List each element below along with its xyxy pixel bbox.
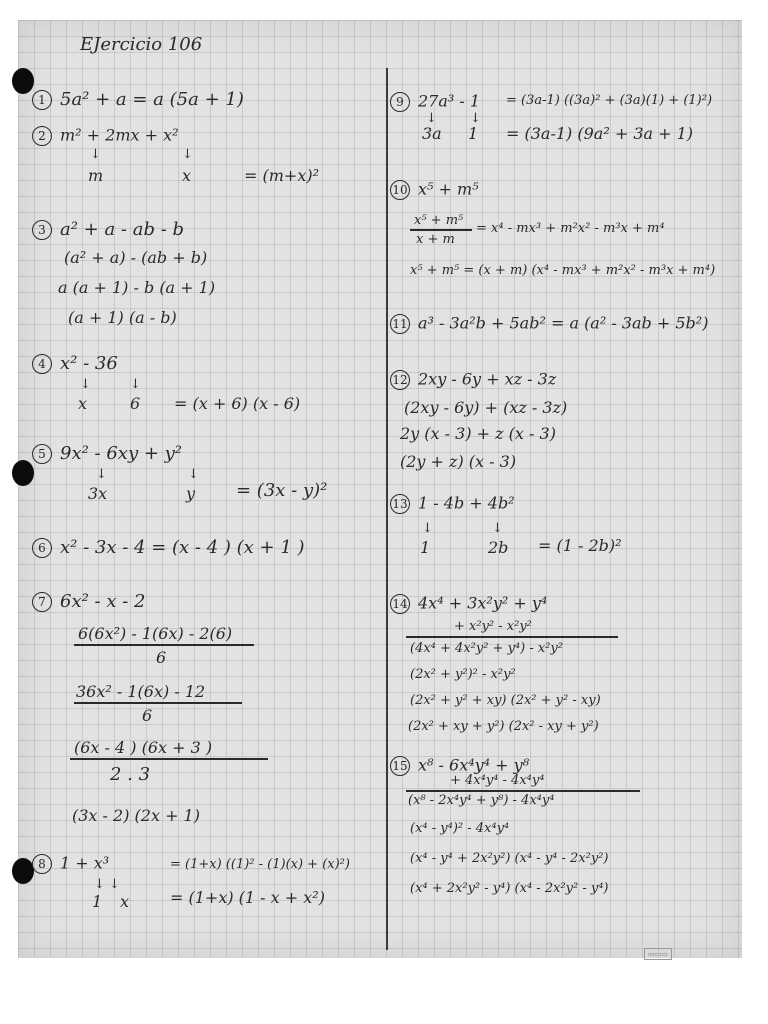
result: = (m+x)² [244,166,319,185]
result: = (1 - 2b)² [538,536,622,555]
factor: 1 [420,538,431,557]
exercise-11: 11 a³ - 3a²b + 5ab² = a (a² - 3ab + 5b²) [390,314,708,334]
arrow: ↓ [422,521,433,536]
step: (a + 1) (a - b) [68,308,177,327]
added-terms: + 4x⁴y⁴ - 4x⁴y⁴ [450,773,545,788]
factor: x [78,394,88,413]
step: (a² + a) - (ab + b) [64,248,208,267]
result: = (x + 6) (x - 6) [174,394,301,413]
added-terms: + x²y² - x²y² [454,619,532,634]
fraction-bar [70,758,268,760]
binder-hole [12,858,34,884]
result: (3x - 2) (2x + 1) [72,806,200,825]
fraction-bar [410,229,472,231]
result: = (3x - y)² [236,480,328,501]
arrow: ↓ ↓ [94,877,120,892]
step: (2x² + xy + y²) (2x² - xy + y²) [408,719,599,734]
factor: x [120,892,130,911]
sum-bar [406,790,640,792]
arrow: ↓ [426,111,437,126]
step: a (a + 1) - b (a + 1) [58,278,216,297]
step: (2x² + y² + xy) (2x² + y² - xy) [410,693,601,708]
arrow: ↓ [188,467,199,482]
result: = (1+x) (1 - x + x²) [170,888,325,907]
arrow: ↓ [492,521,503,536]
exercise-6: 6 x² - 3x - 4 = (x - 4 ) (x + 1 ) [32,538,305,558]
factor: y [186,484,196,503]
binder-hole [12,68,34,94]
step: (2x² + y²)² - x²y² [410,667,516,682]
exercise-5: 5 9x² - 6xy + y² [32,444,182,464]
exercise-2: 2 m² + 2mx + x² [32,126,179,146]
exercise-13: 13 1 - 4b + 4b² [390,494,515,514]
step: (2xy - 6y) + (xz - 3z) [404,398,568,417]
factor: 3a [422,124,442,143]
exercise-10: 10 x⁵ + m⁵ [390,180,479,200]
step: (x⁴ + 2x²y² - y⁴) (x⁴ - 2x²y² - y⁴) [410,881,609,896]
arrow: ↓ [182,147,193,162]
fraction-bar [74,702,242,704]
denominator: x + m [416,232,455,247]
step: (x⁸ - 2x⁴y⁴ + y⁸) - 4x⁴y⁴ [408,793,555,808]
page-title: EJercicio 106 [80,34,203,55]
binder-hole [12,460,34,486]
numerator: 6(6x²) - 1(6x) - 2(6) [78,624,233,643]
denominator: 6 [156,648,167,667]
arrow: ↓ [96,467,107,482]
exercise-12: 12 2xy - 6y + xz - 3z [390,370,556,390]
factor: m [88,166,104,185]
factor: 1 [468,124,479,143]
numerator: x⁵ + m⁵ [414,213,464,228]
factor: 3x [88,484,108,503]
step: (x⁴ - y⁴ + 2x²y²) (x⁴ - y⁴ - 2x²y²) [410,851,609,866]
result: = (1+x) ((1)² - (1)(x) + (x)²) [170,857,350,872]
denominator: 2 . 3 [110,764,151,785]
numerator: 36x² - 1(6x) - 12 [76,682,206,701]
factor: 2b [488,538,509,557]
arrow: ↓ [470,111,481,126]
sum-bar [406,636,618,638]
denominator: 6 [142,706,153,725]
arrow: ↓ [90,147,101,162]
fraction-bar [74,644,254,646]
exercise-14: 14 4x⁴ + 3x²y² + y⁴ [390,594,547,614]
result: = (3a-1) ((3a)² + (3a)(1) + (1)²) [506,93,713,108]
arrow: ↓ [80,377,91,392]
notebook-page [18,20,742,958]
factor: 6 [130,394,141,413]
exercise-9: 9 27a³ - 1 [390,92,480,112]
factor: x [182,166,192,185]
exercise-3: 3 a² + a - ab - b [32,220,184,240]
step: (2y + z) (x - 3) [400,452,517,471]
exercise-1: 1 5a² + a = a (5a + 1) [32,90,244,110]
result: = (3a-1) (9a² + 3a + 1) [506,124,694,143]
arrow: ↓ [130,377,141,392]
paper-brand-logo: ▭▭▭ [644,948,672,960]
step: 2y (x - 3) + z (x - 3) [400,424,556,443]
exercise-7: 7 6x² - x - 2 [32,592,145,612]
exercise-4: 4 x² - 36 [32,354,118,374]
exercise-8: 8 1 + x³ [32,854,109,874]
numerator: (6x - 4 ) (6x + 3 ) [74,738,213,757]
column-divider [386,68,388,950]
result: x⁵ + m⁵ = (x + m) (x⁴ - mx³ + m²x² - m³x + m⁴) [410,263,716,278]
step: (x⁴ - y⁴)² - 4x⁴y⁴ [410,821,510,836]
exercise-15: 15 x⁸ - 6x⁴y⁴ + y⁸ [390,756,529,776]
quotient: = x⁴ - mx³ + m²x² - m³x + m⁴ [476,221,665,236]
factor: 1 [92,892,103,911]
step: (4x⁴ + 4x²y² + y⁴) - x²y² [410,641,563,656]
